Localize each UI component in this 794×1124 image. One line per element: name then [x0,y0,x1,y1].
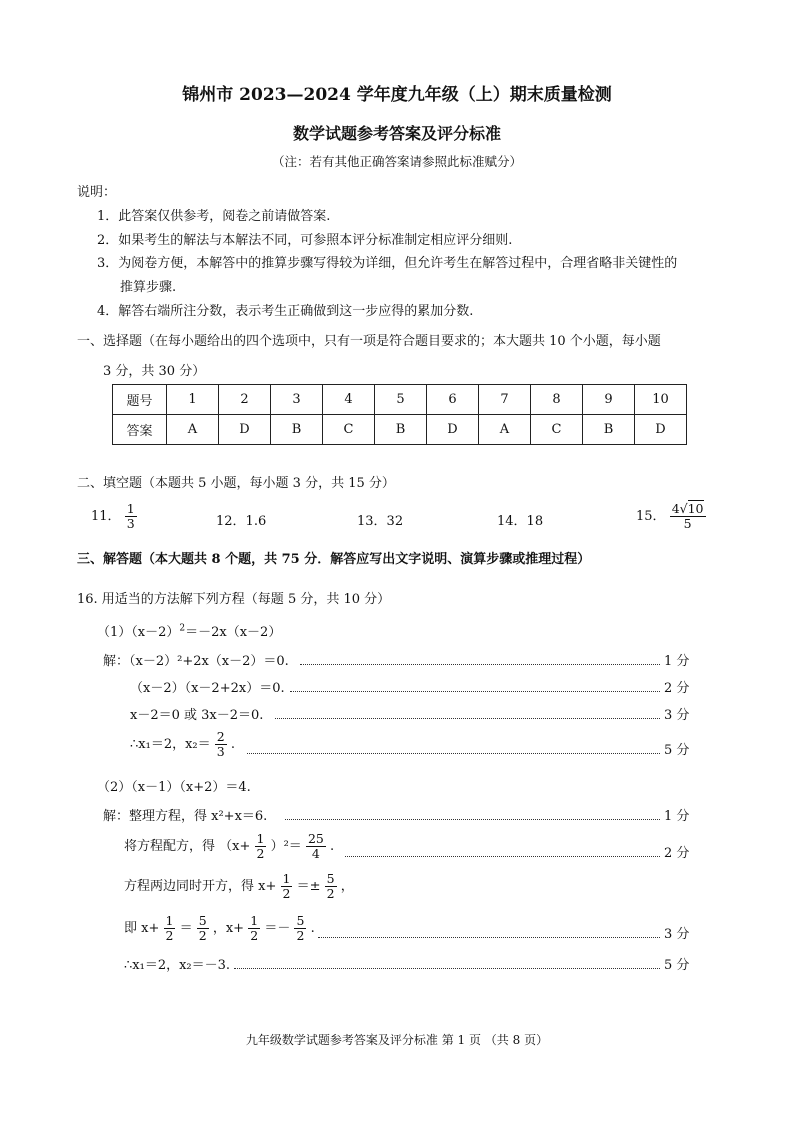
answer-14: 14．18 [497,514,544,529]
table-row-label: 答案 [113,415,167,445]
table-row-label: 题号 [113,385,167,415]
dot-leader [247,753,660,754]
text: ）²＝ [270,839,302,854]
radicand: 10 [687,501,704,516]
dot-leader [285,819,660,820]
part2-step3 [124,872,354,901]
section3-heading: 三、解答题（本大题共 8 个题，共 75 分．解答应写出文字说明、演算步骤或推理过程） [77,552,591,567]
dot-leader [300,664,660,665]
score: 5 分 [664,743,690,758]
text: ，x+ [212,921,245,936]
text: ∴x₁＝2，x₂＝ [130,737,211,752]
dot-leader [275,718,660,719]
answer-11-label: 11． [91,509,121,524]
table-cell: 8 [531,385,583,415]
table-cell: B [583,415,635,445]
table-cell: B [375,415,427,445]
table-cell: 5 [375,385,427,415]
table-cell: B [271,415,323,445]
table-cell: 3 [271,385,323,415]
answer-12: 12．1.6 [216,514,267,529]
grading-note: （注：若有其他正确答案请参照此标准赋分） [271,154,522,169]
numerator: 1 [250,913,259,928]
text: . [330,839,335,854]
numerator: 25 [307,831,324,846]
table-cell: D [635,415,687,445]
part1-problem [97,621,281,640]
table-cell: 7 [479,385,531,415]
instruction-item-continued: 推算步骤. [120,280,177,295]
denominator: 5 [683,516,692,531]
fraction [164,914,176,943]
text: 方程两边同时开方，得 x+ [124,879,277,894]
score: 3 分 [664,708,690,723]
text: ＝ [179,921,193,936]
dot-leader [234,968,660,969]
text: 将方程配方，得 （x+ [124,839,251,854]
page-footer: 九年级数学试题参考答案及评分标准 第 1 页 （共 8 页） [245,1033,549,1047]
table-cell: A [479,415,531,445]
page-subtitle: 数学试题参考答案及评分标准 [292,124,501,143]
table-cell: C [323,415,375,445]
answer-13: 13．32 [357,514,404,529]
table-cell: A [167,415,219,445]
denominator: 2 [250,928,259,943]
denominator: 2 [198,928,207,943]
text: . [230,737,236,752]
fraction [125,502,137,531]
table-cell: 1 [167,385,219,415]
denominator: 3 [126,516,135,531]
fraction [197,914,209,943]
part2-step5: ∴x₁＝2，x₂＝－3. [124,958,231,973]
numerator: 1 [256,831,265,846]
fraction [670,502,706,531]
exponent: 2 [179,623,186,634]
instruction-item: 3．为阅卷方便，本解答中的推算步骤写得较为详细，但允许考生在解答过程中，合理省略非关键性的 [97,256,678,271]
instruction-item: 4．解答右端所注分数，表示考生正确做到这一步应得的累加分数. [97,304,474,319]
fraction [294,914,306,943]
coefficient: 4 [671,501,680,516]
dot-leader [318,937,660,938]
fraction [281,872,293,901]
numerator [670,502,706,517]
part1-label: （1）（x－2） [97,625,180,640]
sqrt-icon: √ [679,501,688,516]
text: ， [340,879,354,894]
denominator: 2 [165,928,174,943]
table-cell: 9 [583,385,635,415]
fraction [325,872,337,901]
score: 1 分 [664,809,690,824]
denominator: 3 [216,744,225,759]
part2-problem: （2）（x－1）（x+2）＝4. [97,780,251,795]
text: 即 x+ [124,921,160,936]
denominator: 4 [311,846,320,861]
answer-15 [636,502,706,531]
section2-heading: 二、填空题（本题共 5 小题，每小题 3 分，共 15 分） [77,476,395,491]
answer-11 [91,502,137,531]
table-cell: 2 [219,385,271,415]
numerator: 5 [296,913,305,928]
denominator: 2 [326,886,335,901]
question-16-heading: 16. 用适当的方法解下列方程（每题 5 分，共 10 分） [77,592,391,607]
instruction-item: 2．如果考生的解法与本解法不同，可参照本评分标准制定相应评分细则. [97,233,513,248]
answer-15-label: 15． [636,509,666,524]
part2-step4 [124,914,315,943]
denominator: 2 [296,928,305,943]
denominator: 2 [282,886,291,901]
fraction [248,914,260,943]
table-row [113,415,687,445]
table-cell: 6 [427,385,479,415]
section1-heading: 一、选择题（在每小题给出的四个选项中，只有一项是符合题目要求的；本大题共 10 个小题，每小题 [77,334,661,349]
table-cell: 4 [323,385,375,415]
answer-table [112,384,687,445]
table-cell: C [531,415,583,445]
table-cell: D [219,415,271,445]
numerator: 2 [216,729,225,744]
instructions-heading: 说明： [77,185,117,200]
instruction-item: 1．此答案仅供参考，阅卷之前请做答案. [97,209,331,224]
part1-step4 [130,730,235,759]
numerator: 5 [326,871,335,886]
text: ＝± [296,879,321,894]
dot-leader [290,691,660,692]
fraction [215,730,227,759]
score: 5 分 [664,958,690,973]
part1-step2: （x－2）（x－2+2x）＝0. [130,681,285,696]
score: 3 分 [664,927,690,942]
dot-leader [345,856,660,857]
section1-heading-cont: 3 分，共 30 分） [103,364,206,379]
score: 2 分 [664,846,690,861]
part2-step1: 解：整理方程，得 x²+x＝6. [103,809,268,824]
part2-step2 [124,832,334,861]
part1-rest: ＝－2x（x－2） [185,625,282,640]
table-cell: D [427,415,479,445]
score: 2 分 [664,681,690,696]
text: . [310,921,315,936]
fraction [306,832,326,861]
numerator: 1 [165,913,174,928]
denominator: 2 [256,846,265,861]
table-row [113,385,687,415]
part1-step3: x－2＝0 或 3x－2＝0. [130,708,264,723]
numerator: 1 [282,871,291,886]
numerator: 5 [198,913,207,928]
numerator: 1 [126,501,135,516]
part1-step1: 解：（x－2）²+2x（x－2）＝0. [103,654,289,669]
table-cell: 10 [635,385,687,415]
score: 1 分 [664,654,690,669]
fraction [255,832,267,861]
page-title: 锦州市 2023—2024 学年度九年级（上）期末质量检测 [182,85,612,105]
text: ＝－ [264,921,291,936]
